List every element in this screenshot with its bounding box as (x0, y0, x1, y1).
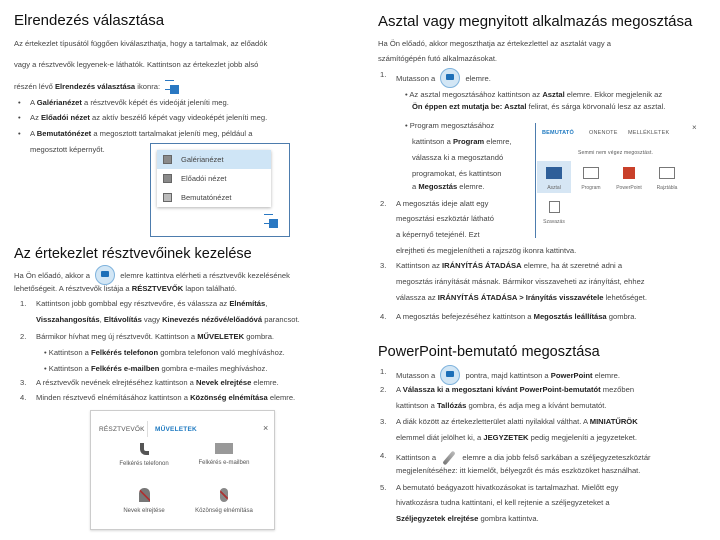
text: • Kattintson a (44, 348, 91, 357)
text-line (396, 213, 494, 224)
bold-text: Megosztás (418, 182, 458, 191)
bold-text: MINIATŰRÖK (589, 417, 638, 426)
bold-text: Tallózás (436, 401, 467, 410)
text: , (265, 299, 268, 308)
pen-icon[interactable] (441, 450, 457, 466)
text: elemre. (457, 182, 485, 191)
list-number: 4. (380, 451, 387, 460)
text: Az értekezlet típusától függően kiválaszthatja, hogy a tartalmak, az előadók (14, 39, 268, 48)
text-line (396, 465, 640, 476)
present-screen-icon[interactable] (440, 68, 460, 88)
text: Kattintson az (396, 261, 443, 270)
text-line (396, 276, 645, 287)
text-line (14, 38, 267, 49)
text-line (14, 283, 237, 294)
tab-participants[interactable]: RÉSZTVEVŐK (99, 426, 145, 433)
share-poll-button[interactable] (537, 195, 571, 225)
list-number: 1. (380, 70, 387, 79)
text-line (396, 400, 607, 411)
text-line (36, 314, 300, 325)
hide-names-button[interactable] (109, 488, 179, 514)
text-line (396, 497, 610, 508)
text: válassza ki a megosztandó (412, 153, 504, 162)
list-number: 2. (380, 385, 387, 394)
bold-text: Asztal (542, 90, 565, 99)
menu-item-label: Galérianézet (181, 155, 224, 164)
text: kattintson a (396, 401, 437, 410)
text: megjelenítéséhez: itt kiemelőt, bélyegzőt és más eszközöket használhat. (396, 466, 641, 475)
layout-menu (157, 150, 271, 207)
text: Mutasson a (396, 74, 438, 83)
list-number: 2. (20, 332, 27, 341)
bold-text: Elrendezés választása (54, 82, 136, 91)
bold-text: IRÁNYÍTÁS ÁTADÁSA (442, 261, 522, 270)
text: lapon található. (183, 284, 237, 293)
text: gombra kattintva. (478, 514, 539, 523)
layout-icon[interactable] (165, 80, 179, 94)
text-line (396, 416, 638, 427)
text-line (396, 292, 647, 303)
presentation-icon (163, 193, 172, 202)
present-screen-icon[interactable] (440, 365, 460, 385)
text: elemre, ha át szeretné adni a (521, 261, 623, 270)
text: gombra e-mailes meghíváshoz. (159, 364, 268, 373)
text-line (396, 513, 539, 524)
text-line (396, 245, 576, 256)
invite-phone-button[interactable] (109, 443, 179, 467)
share-desktop-button[interactable] (537, 161, 571, 193)
text-line (412, 181, 485, 192)
menu-item-label: Előadói nézet (181, 174, 227, 183)
text: részén lévő (14, 82, 55, 91)
text-line (412, 152, 503, 163)
text: A (30, 98, 37, 107)
text: kattintson a (412, 137, 453, 146)
text: A megosztás befejezéséhez kattintson a (396, 312, 534, 321)
text-line (396, 366, 620, 386)
bold-text: Válassza ki a megosztani kívánt PowerPoint-bemutatót (402, 385, 601, 394)
tab-onenote[interactable]: ONENOTE (589, 130, 618, 136)
bullet: • (18, 98, 21, 107)
text: elrejtheti és megjelenítheti a rajzszög ikonra kattintva. (396, 246, 577, 255)
text: a résztvevők képét és videóját jeleníti meg. (81, 98, 229, 107)
menu-item-label: Bemutatónézet (181, 193, 232, 202)
text-line (396, 432, 637, 443)
tab-present[interactable]: BEMUTATÓ (542, 130, 574, 136)
bold-text: MŰVELETEK (197, 332, 245, 341)
text-line (396, 69, 491, 89)
share-program-button[interactable] (574, 161, 608, 191)
text: elemre. (592, 371, 620, 380)
text-line (396, 198, 488, 209)
text-line (36, 377, 279, 388)
list-number: 3. (380, 261, 387, 270)
desktop-icon (546, 167, 562, 179)
text: válassza az (396, 293, 438, 302)
text: vagy a résztvevők legyenek-e láthatók. Kattintson az értekezlet jobb alsó (14, 60, 259, 69)
text: Kattintson a (396, 453, 439, 462)
bold-text: Eltávolítás (103, 315, 142, 324)
text: parancsot. (262, 315, 300, 324)
invite-email-button[interactable] (189, 443, 259, 466)
bold-text: IRÁNYÍTÁS ÁTADÁSA > Irányítás visszavétele (437, 293, 604, 302)
text: elemre. (463, 74, 491, 83)
action-label: Felkérés telefonon (119, 461, 169, 467)
list-number: 5. (380, 483, 387, 492)
action-label: Nevek elrejtése (123, 508, 165, 514)
bold-text: JEGYZETEK (483, 433, 529, 442)
text: a (412, 182, 419, 191)
text-line (412, 168, 501, 179)
list-number: 3. (380, 417, 387, 426)
text: gombra telefonon való meghíváshoz. (158, 348, 285, 357)
tab-actions[interactable]: MŰVELETEK (155, 426, 197, 433)
share-status: Semmi nem végez megosztást. (578, 150, 654, 156)
bold-text: PowerPoint (550, 371, 593, 380)
participants-icon[interactable] (95, 265, 115, 285)
text: a képernyő tetejénél. Ezt (396, 230, 480, 239)
text: vagy (141, 315, 163, 324)
text: Ha Ön előadó, akkor megoszthatja az értekezlettel az asztalát vagy a (378, 39, 611, 48)
text: Mutasson a (396, 371, 438, 380)
text: gombra. (244, 332, 275, 341)
text: lehetőségeit. A résztvevők listája a (14, 284, 132, 293)
menu-item-presentation[interactable] (157, 188, 271, 207)
text: elemre. (251, 378, 279, 387)
share-whiteboard-button[interactable] (650, 161, 684, 191)
participants-heading: Az értekezlet résztvevőinek kezelése (14, 246, 252, 262)
text-line (396, 260, 622, 271)
text-line (378, 38, 611, 49)
text-line (412, 136, 512, 147)
layout-menu-screenshot (150, 143, 290, 237)
bold-text: Előadói nézet (40, 113, 90, 122)
text-line (396, 482, 618, 493)
text-line (44, 347, 285, 358)
text-line (36, 392, 295, 403)
bold-text: Felkérés telefonon (90, 348, 159, 357)
text: • Program megosztásához (405, 121, 495, 130)
powerpoint-icon (623, 167, 635, 179)
bold-text: Program (452, 137, 485, 146)
bold-text: Elnémítás (229, 299, 266, 308)
text-line (44, 363, 267, 374)
text-line (378, 53, 497, 64)
text-line (14, 80, 182, 94)
text: felirat, és sárga körvonalú lesz az asztal. (526, 102, 666, 111)
text: lehetőséget. (603, 293, 647, 302)
text-line (30, 144, 105, 155)
bold-text: Visszahangosítás (36, 315, 100, 324)
text: ikonra: (135, 82, 163, 91)
list-number: 3. (20, 378, 27, 387)
share-item-label: Rajztábla (656, 185, 678, 191)
bullet: • (18, 113, 21, 122)
text: pedig megjeleníti a jegyzeteket. (528, 433, 638, 442)
text: elemre. (267, 393, 296, 402)
text-line (396, 450, 651, 466)
close-icon[interactable]: × (692, 123, 697, 132)
text: elemre kattintva elérheti a résztvevők kezelésének (118, 271, 290, 280)
speaker-icon (163, 174, 172, 183)
text: elemre a dia jobb felső sarkában a széljegyzeteszköztár (460, 453, 651, 462)
text: programokat, és kattintson (412, 169, 502, 178)
text: mezőben (600, 385, 635, 394)
share-item-label: Szavazás (543, 219, 565, 225)
text: A bemutató beágyazott hivatkozásokat is tartalmazhat. Mielőtt egy (396, 483, 619, 492)
layout-heading: Elrendezés választása (14, 12, 165, 29)
text-line (396, 229, 480, 240)
bold-text: Kinevezés nézővé/előadóvá (162, 315, 263, 324)
mute-audience-button[interactable] (189, 488, 259, 514)
text: elemmel diát jelölhet ki, a (396, 433, 484, 442)
text: Kattintson jobb gombbal egy résztvevőre, és válassza az (36, 299, 230, 308)
text: hivatkozásra tudna kattintani, el kell rejtenie a széljegyzeteket a (396, 498, 610, 507)
text: a megosztott tartalmakat jeleníti meg, például a (91, 129, 253, 138)
text: A résztvevők nevének elrejtéséhez kattintson a (36, 378, 196, 387)
text: megosztott képernyőt. (30, 145, 105, 154)
text: az aktív beszélő képét vagy videoképét jeleníti meg. (89, 113, 268, 122)
text: A diák között az értekezletterület alatti nyilakkal válthat. A (396, 417, 590, 426)
list-number: 4. (20, 393, 27, 402)
text: Ha Ön előadó, akkor a (14, 271, 93, 280)
bold-text: Bemutatónézet (36, 129, 92, 138)
text: megosztási eszköztár látható (396, 214, 494, 223)
bold-text: Megosztás leállítása (533, 312, 607, 321)
bullet: • (18, 129, 21, 138)
actions-panel (90, 410, 275, 530)
list-number: 4. (380, 312, 387, 321)
text: Minden résztvevő elnémításához kattintson a (36, 393, 191, 402)
action-label: Közönség elnémítása (195, 508, 253, 514)
text: A megosztás ideje alatt egy (396, 199, 489, 208)
text-line (14, 59, 258, 70)
menu-item-gallery[interactable] (157, 150, 271, 169)
phone-icon (140, 443, 149, 455)
text: gombra. (606, 312, 637, 321)
list-number: 1. (20, 299, 27, 308)
close-icon[interactable]: × (263, 423, 269, 433)
text: • Az asztal megosztásához kattintson az (405, 90, 543, 99)
text: gombra, és adja meg a kívánt bemutatót. (466, 401, 607, 410)
tab-divider (147, 421, 148, 437)
bold-text: Közönség elnémítása (190, 393, 268, 402)
share-item-label: PowerPoint (616, 185, 642, 191)
text: A (396, 385, 403, 394)
text: • Kattintson a (44, 364, 91, 373)
text: számítógépén futó alkalmazásokat. (378, 54, 498, 63)
text: pontra, majd kattintson a (463, 371, 551, 380)
menu-item-speaker[interactable] (157, 169, 271, 188)
bold-text: Ön éppen ezt mutatja be: Asztal (412, 102, 527, 111)
text-line (405, 89, 662, 100)
text: Az (30, 113, 41, 122)
text: , (99, 315, 104, 324)
text: elemre. Ekkor megjelenik az (564, 90, 663, 99)
text-line (396, 311, 637, 322)
action-label: Felkérés e-mailben (198, 460, 250, 466)
ppt-heading: PowerPoint-bemutató megosztása (378, 344, 600, 360)
bold-text: Felkérés e-mailben (90, 364, 160, 373)
text-line (36, 331, 274, 342)
share-heading: Asztal vagy megnyitott alkalmazás megosztása (378, 13, 693, 30)
bold-text: Széljegyzetek elrejtése (396, 514, 479, 523)
mute-icon (220, 488, 228, 502)
bold-text: Nevek elrejtése (195, 378, 252, 387)
poll-icon (549, 201, 560, 213)
text-line (405, 120, 494, 131)
share-powerpoint-button[interactable] (612, 161, 646, 191)
list-number: 1. (380, 367, 387, 376)
text: megosztás irányítását másnak. Bármikor visszaveheti az irányítást, ehhez (396, 277, 645, 286)
share-item-label: Program (581, 185, 601, 191)
text: Bármikor hívhat meg új résztvevőt. Kattintson a (36, 332, 198, 341)
text-line (412, 101, 665, 112)
text-line (30, 128, 252, 139)
mail-icon (215, 443, 233, 454)
share-panel (535, 123, 705, 238)
gallery-icon (163, 155, 172, 164)
bold-text: Galérianézet (36, 98, 82, 107)
tab-attachments[interactable]: MELLÉKLETEK (628, 130, 670, 136)
text: A (30, 129, 37, 138)
program-icon (583, 167, 599, 179)
layout-icon[interactable] (264, 214, 278, 228)
share-item-label: Asztal (547, 185, 561, 191)
whiteboard-icon (659, 167, 675, 179)
text: elemre, (484, 137, 512, 146)
bold-text: RÉSZTVEVŐK (131, 284, 184, 293)
text-line (396, 384, 634, 395)
hide-names-icon (139, 488, 150, 502)
text-line (30, 112, 267, 123)
text-line (36, 298, 267, 309)
list-number: 2. (380, 199, 387, 208)
text-line (30, 97, 229, 108)
